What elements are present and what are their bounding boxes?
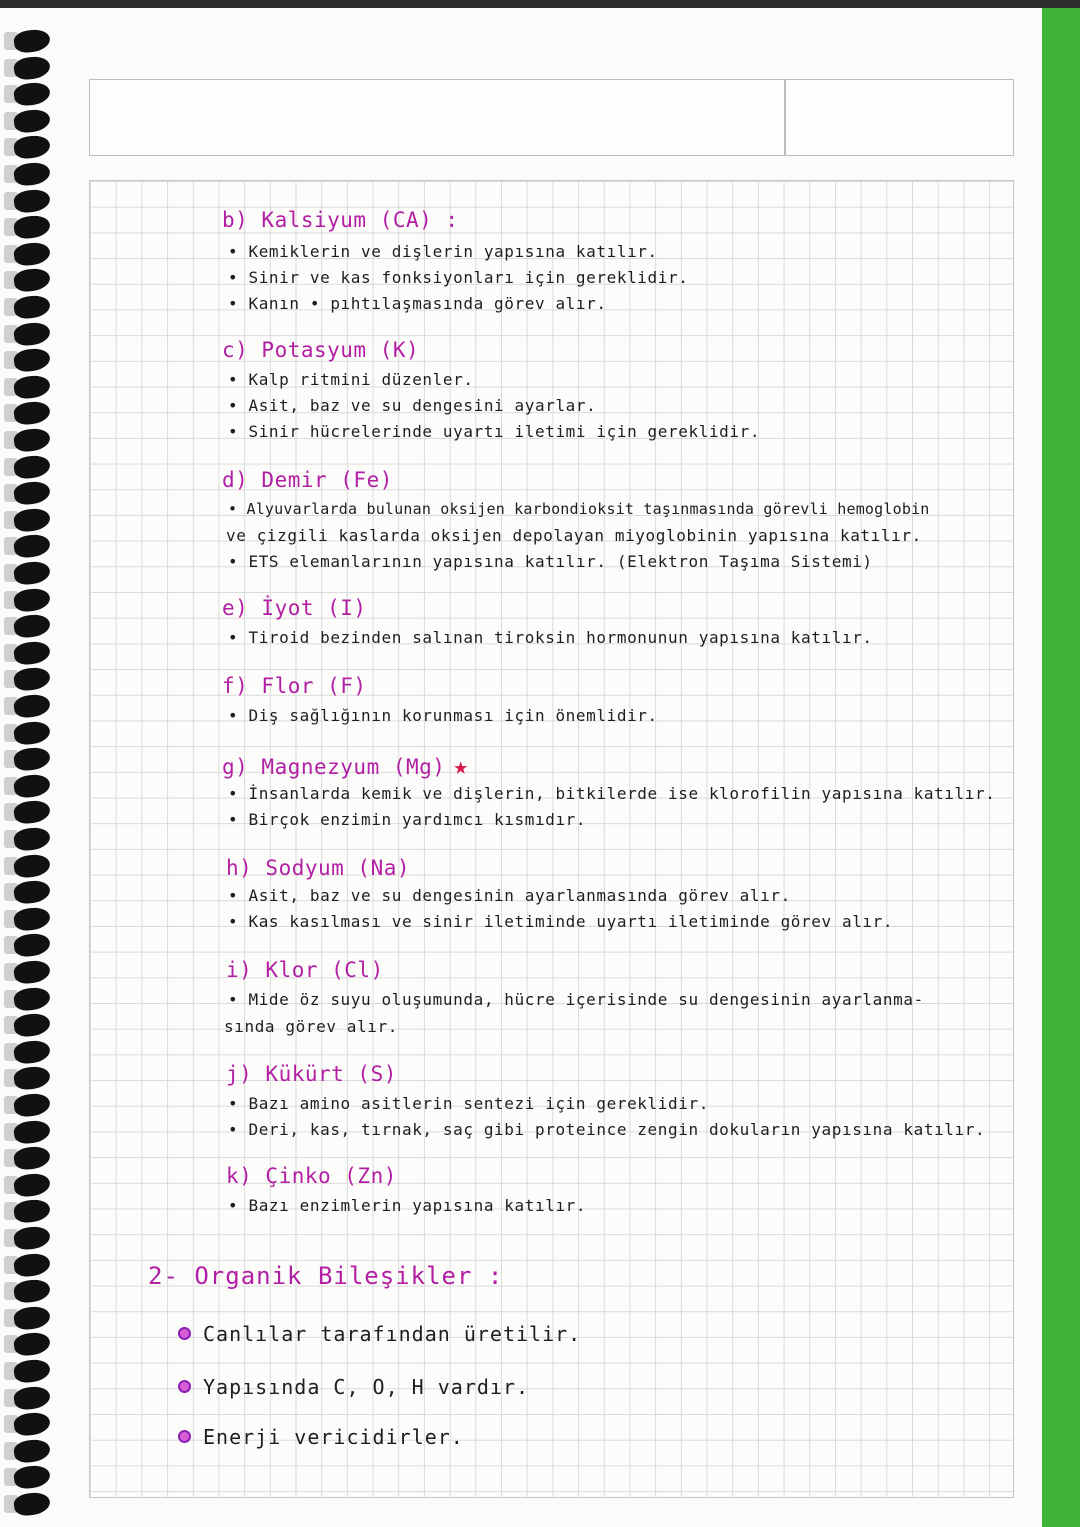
note-line: • Tiroid bezinden salınan tiroksin hormonunun yapısına katılır. (228, 628, 873, 647)
note-line: • Mide öz suyu oluşumunda, hücre içerisinde su dengesinin ayarlanma- (228, 990, 924, 1009)
note-line: • Alyuvarlarda bulunan oksijen karbondioksit taşınmasında görevli hemoglobin (228, 500, 930, 518)
organic-item-text: Canlılar tarafından üretilir. (203, 1322, 582, 1346)
note-line: sında görev alır. (224, 1017, 398, 1036)
organic-item (178, 1375, 529, 1399)
note-line: • Kanın • pıhtılaşmasında görev alır. (228, 294, 607, 313)
note-line: • Deri, kas, tırnak, saç gibi proteince zengin dokuların yapısına katılır. (228, 1120, 986, 1139)
note-line: • Sinir ve kas fonksiyonları için gereklidir. (228, 268, 689, 287)
note-line: • Asit, baz ve su dengesini ayarlar. (228, 396, 597, 415)
section-heading: 2- Organik Bileşikler : (148, 1262, 504, 1290)
mineral-heading: i) Klor (Cl) (226, 958, 384, 982)
mineral-heading: c) Potasyum (K) (222, 338, 420, 362)
organic-item (178, 1425, 464, 1449)
organic-item (178, 1322, 581, 1346)
note-line: ve çizgili kaslarda oksijen depolayan miyoglobinin yapısına katılır. (226, 526, 922, 545)
mineral-heading (222, 752, 468, 780)
star-icon: ★ (453, 752, 469, 780)
organic-item-text: Yapısında C, O, H vardır. (203, 1375, 530, 1399)
note-line: • Sinir hücrelerinde uyartı iletimi için gereklidir. (228, 422, 761, 441)
bullet-icon (178, 1380, 191, 1393)
note-line: • Birçok enzimin yardımcı kısmıdır. (228, 810, 587, 829)
mineral-heading: k) Çinko (Zn) (226, 1164, 397, 1188)
mineral-heading: d) Demir (Fe) (222, 468, 393, 492)
green-page-edge (1042, 8, 1080, 1527)
note-line: • İnsanlarda kemik ve dişlerin, bitkilerde ise klorofilin yapısına katılır. (228, 784, 996, 803)
note-line: • Kalp ritmini düzenler. (228, 370, 474, 389)
organic-item-text: Enerji vericidirler. (203, 1425, 464, 1449)
note-line: • Bazı amino asitlerin sentezi için gereklidir. (228, 1094, 709, 1113)
bullet-icon (178, 1327, 191, 1340)
mineral-heading: f) Flor (F) (222, 674, 367, 698)
note-line: • Asit, baz ve su dengesinin ayarlanmasında görev alır. (228, 886, 791, 905)
note-line: • Kas kasılması ve sinir iletiminde uyartı iletiminde görev alır. (228, 912, 894, 931)
note-line: • Diş sağlığının korunması için önemlidir. (228, 706, 658, 725)
mineral-heading: j) Kükürt (S) (226, 1062, 397, 1086)
mineral-heading: e) İyot (I) (222, 596, 367, 620)
note-line: • Kemiklerin ve dişlerin yapısına katılır. (228, 242, 658, 261)
mineral-heading: h) Sodyum (Na) (226, 856, 411, 880)
bullet-icon (178, 1430, 191, 1443)
mineral-heading-text: g) Magnezyum (Mg) (222, 755, 446, 779)
note-line: • ETS elemanlarının yapısına katılır. (Elektron Taşıma Sistemi) (228, 552, 873, 571)
note-line: • Bazı enzimlerin yapısına katılır. (228, 1196, 587, 1215)
mineral-heading: b) Kalsiyum (CA) : (222, 208, 459, 232)
